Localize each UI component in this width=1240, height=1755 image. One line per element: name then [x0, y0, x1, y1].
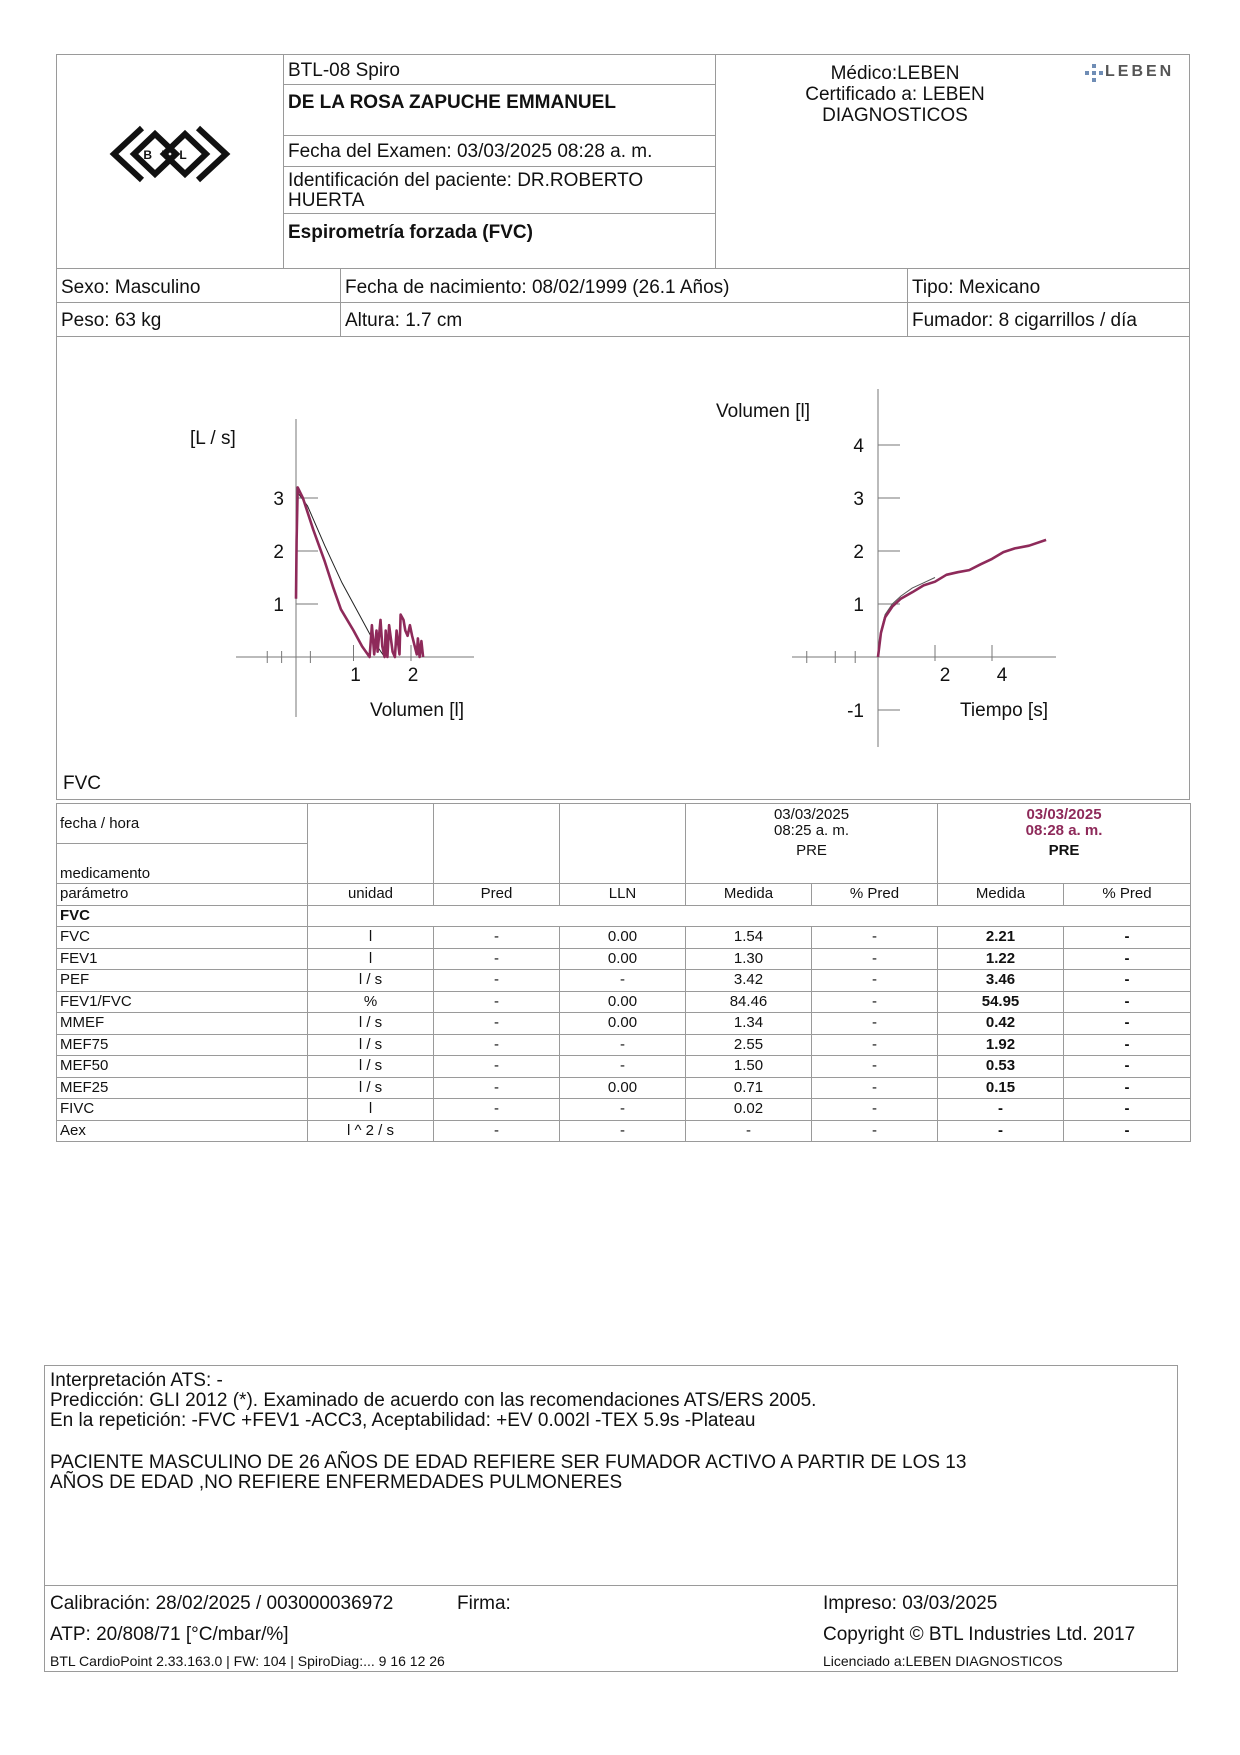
param-value: -	[560, 1034, 686, 1056]
param-value: 3.46	[938, 970, 1064, 992]
param-value: 54.95	[938, 991, 1064, 1013]
vt-ylabel: Volumen [l]	[716, 401, 810, 422]
param-value: 0.00	[560, 927, 686, 949]
param-value: -	[1064, 1099, 1191, 1121]
param-value: 0.53	[938, 1056, 1064, 1078]
fvc-section-label: FVC	[63, 773, 101, 794]
session2-header	[938, 804, 1191, 884]
vt-curve-current	[878, 540, 1046, 657]
session2-date: 03/03/2025	[1026, 806, 1102, 823]
param-value: l	[308, 927, 434, 949]
param-value: -	[434, 970, 560, 992]
param-value: 0.00	[560, 948, 686, 970]
patient-height: Altura: 1.7 cm	[345, 310, 463, 331]
tick-label: 1	[273, 595, 284, 616]
fv-xlabel: Volumen [l]	[370, 700, 464, 721]
license-text: Licenciado a:LEBEN DIAGNOSTICOS	[823, 1653, 1063, 1669]
param-value: 1.30	[686, 948, 812, 970]
param-value: -	[434, 927, 560, 949]
param-value: -	[812, 1077, 938, 1099]
param-value: -	[686, 1120, 812, 1142]
param-value: -	[812, 1120, 938, 1142]
col-header: parámetro	[57, 884, 308, 906]
tick-label: 1	[350, 665, 361, 686]
comment-line2: AÑOS DE EDAD ,NO REFIERE ENFERMEDADES PULMONERES	[50, 1472, 623, 1493]
tick-label: 3	[853, 489, 864, 510]
patient-sex: Sexo: Masculino	[61, 277, 201, 298]
param-value: 0.71	[686, 1077, 812, 1099]
param-value: -	[434, 1013, 560, 1035]
param-value: 84.46	[686, 991, 812, 1013]
param-value: 0.00	[560, 991, 686, 1013]
software-version: BTL CardioPoint 2.33.163.0 | FW: 104 | SpiroDiag:... 9 16 12 26	[50, 1653, 445, 1669]
tick-label: 3	[273, 489, 284, 510]
tick-label: -1	[847, 701, 864, 722]
param-value: -	[1064, 1077, 1191, 1099]
param-value: -	[812, 1056, 938, 1078]
param-value: -	[812, 1099, 938, 1121]
param-value: -	[1064, 1013, 1191, 1035]
patient-id-line2: HUERTA	[288, 190, 365, 211]
session1-med: PRE	[796, 842, 827, 859]
param-value: 1.34	[686, 1013, 812, 1035]
prediction-line: Predicción: GLI 2012 (*). Examinado de acuerdo con las recomendaciones ATS/ERS 2005.	[50, 1390, 817, 1411]
calibration-text: Calibración: 28/02/2025 / 003000036972	[50, 1593, 394, 1614]
certified-line1: Certificado a: LEBEN	[805, 84, 985, 105]
param-value: l / s	[308, 1077, 434, 1099]
certified-line2: DIAGNOSTICOS	[822, 105, 968, 126]
results-table	[56, 803, 1191, 1142]
param-value: l / s	[308, 1056, 434, 1078]
table-row	[57, 1034, 1191, 1056]
fecha-label: fecha / hora	[57, 804, 308, 844]
patient-name: DE LA ROSA ZAPUCHE EMMANUEL	[288, 92, 616, 113]
session1-date: 03/03/2025	[773, 806, 850, 823]
tick-label: 1	[853, 595, 864, 616]
tick-label: 2	[853, 542, 864, 563]
atp-text: ATP: 20/808/71 [°C/mbar/%]	[50, 1624, 289, 1645]
param-name: Aex	[57, 1120, 308, 1142]
param-value: 0.42	[938, 1013, 1064, 1035]
param-name: FVC	[57, 927, 308, 949]
param-value: l / s	[308, 970, 434, 992]
param-name: MEF50	[57, 1056, 308, 1078]
leben-logo	[1085, 63, 1185, 85]
table-header-row	[57, 884, 1191, 906]
param-value: -	[560, 1099, 686, 1121]
param-value: -	[560, 970, 686, 992]
table-row	[57, 991, 1191, 1013]
patient-dob: Fecha de nacimiento: 08/02/1999 (26.1 Años)	[345, 277, 730, 298]
param-value: -	[434, 948, 560, 970]
signature-label: Firma:	[457, 1593, 511, 1614]
device-name: BTL-08 Spiro	[288, 60, 400, 81]
btl-logo-text: BTL	[143, 148, 197, 162]
param-value: -	[434, 1077, 560, 1099]
vt-xlabel: Tiempo [s]	[960, 700, 1048, 721]
param-value: 1.92	[938, 1034, 1064, 1056]
session2-time: 08:28 a. m.	[1025, 822, 1103, 839]
leben-logo-text: LEBEN	[1105, 63, 1175, 80]
tick-label: 4	[853, 436, 864, 457]
param-value: -	[812, 1034, 938, 1056]
param-value: 1.22	[938, 948, 1064, 970]
param-value: 0.02	[686, 1099, 812, 1121]
param-value: -	[560, 1056, 686, 1078]
col-header: % Pred	[1064, 884, 1191, 906]
param-value: l / s	[308, 1013, 434, 1035]
session1-time: 08:25 a. m.	[773, 822, 850, 839]
table-row	[57, 927, 1191, 949]
param-value: 0.00	[560, 1077, 686, 1099]
param-value: l / s	[308, 1034, 434, 1056]
param-name: FEV1/FVC	[57, 991, 308, 1013]
patient-smoker: Fumador: 8 cigarrillos / día	[912, 310, 1137, 331]
table-row	[57, 948, 1191, 970]
param-value: -	[1064, 1120, 1191, 1142]
param-value: -	[812, 991, 938, 1013]
param-value: l ^ 2 / s	[308, 1120, 434, 1142]
param-value: -	[812, 970, 938, 992]
fv-ylabel: [L / s]	[190, 428, 236, 449]
table-row	[57, 970, 1191, 992]
test-name: Espirometría forzada (FVC)	[288, 222, 533, 243]
exam-date: Fecha del Examen: 03/03/2025 08:28 a. m.	[288, 141, 653, 162]
param-value: l	[308, 1099, 434, 1121]
doctor-name: Médico:LEBEN	[830, 63, 960, 84]
param-value: -	[434, 1056, 560, 1078]
table-row	[57, 1077, 1191, 1099]
fv-curve-current	[296, 487, 423, 657]
param-value: -	[1064, 1034, 1191, 1056]
col-header: unidad	[308, 884, 434, 906]
param-value: -	[812, 1013, 938, 1035]
printed-date: Impreso: 03/03/2025	[823, 1593, 998, 1614]
param-value: 0.15	[938, 1077, 1064, 1099]
param-value: -	[1064, 1056, 1191, 1078]
session2-med: PRE	[1048, 842, 1080, 859]
param-value: 2.55	[686, 1034, 812, 1056]
param-name: MEF25	[57, 1077, 308, 1099]
param-value: 2.21	[938, 927, 1064, 949]
param-value: -	[434, 1120, 560, 1142]
param-name: MEF75	[57, 1034, 308, 1056]
table-row	[57, 1120, 1191, 1142]
medicamento-label: medicamento	[57, 844, 308, 884]
param-value: -	[1064, 927, 1191, 949]
group-label: FVC	[57, 905, 308, 927]
copyright-text: Copyright © BTL Industries Ltd. 2017	[823, 1624, 1136, 1645]
interpretation-line: Interpretación ATS: -	[50, 1370, 223, 1391]
col-header: Pred	[434, 884, 560, 906]
table-row	[57, 1056, 1191, 1078]
param-value: -	[1064, 948, 1191, 970]
param-name: FEV1	[57, 948, 308, 970]
col-header: % Pred	[812, 884, 938, 906]
param-value: l	[308, 948, 434, 970]
param-value: 3.42	[686, 970, 812, 992]
patient-type: Tipo: Mexicano	[912, 277, 1041, 298]
param-value: -	[1064, 991, 1191, 1013]
interpretation-box	[44, 1365, 1178, 1586]
param-value: -	[434, 1034, 560, 1056]
tick-label: 2	[273, 542, 284, 563]
comment-line1: PACIENTE MASCULINO DE 26 AÑOS DE EDAD REFIERE SER FUMADOR ACTIVO A PARTIR DE LOS 13	[50, 1452, 967, 1473]
param-name: MMEF	[57, 1013, 308, 1035]
table-group-row	[57, 905, 1191, 927]
btl-logo	[108, 122, 232, 186]
param-value: 0.00	[560, 1013, 686, 1035]
table-row	[57, 1099, 1191, 1121]
param-value: -	[1064, 970, 1191, 992]
patient-weight: Peso: 63 kg	[61, 310, 162, 331]
col-header: Medida	[938, 884, 1064, 906]
param-value: -	[938, 1120, 1064, 1142]
param-value: -	[812, 948, 938, 970]
tick-label: 2	[407, 665, 419, 686]
param-name: FIVC	[57, 1099, 308, 1121]
param-value: -	[560, 1120, 686, 1142]
session1-header	[686, 804, 938, 884]
param-value: -	[812, 927, 938, 949]
table-row	[57, 1013, 1191, 1035]
param-value: -	[434, 991, 560, 1013]
param-value: 1.50	[686, 1056, 812, 1078]
param-value: -	[938, 1099, 1064, 1121]
tick-label: 2	[939, 665, 951, 686]
col-header: LLN	[560, 884, 686, 906]
param-value: -	[434, 1099, 560, 1121]
tick-label: 4	[996, 665, 1008, 686]
param-value: 1.54	[686, 927, 812, 949]
patient-id-line1: Identificación del paciente: DR.ROBERTO	[288, 170, 644, 191]
charts-area	[56, 337, 1190, 800]
param-name: PEF	[57, 970, 308, 992]
repetition-line: En la repetición: -FVC +FEV1 -ACC3, Aceptabilidad: +EV 0.002l -TEX 5.9s -Plateau	[50, 1410, 756, 1431]
param-value: %	[308, 991, 434, 1013]
leben-logo-icon	[1085, 64, 1103, 82]
col-header: Medida	[686, 884, 812, 906]
footer-box	[44, 1586, 1178, 1672]
